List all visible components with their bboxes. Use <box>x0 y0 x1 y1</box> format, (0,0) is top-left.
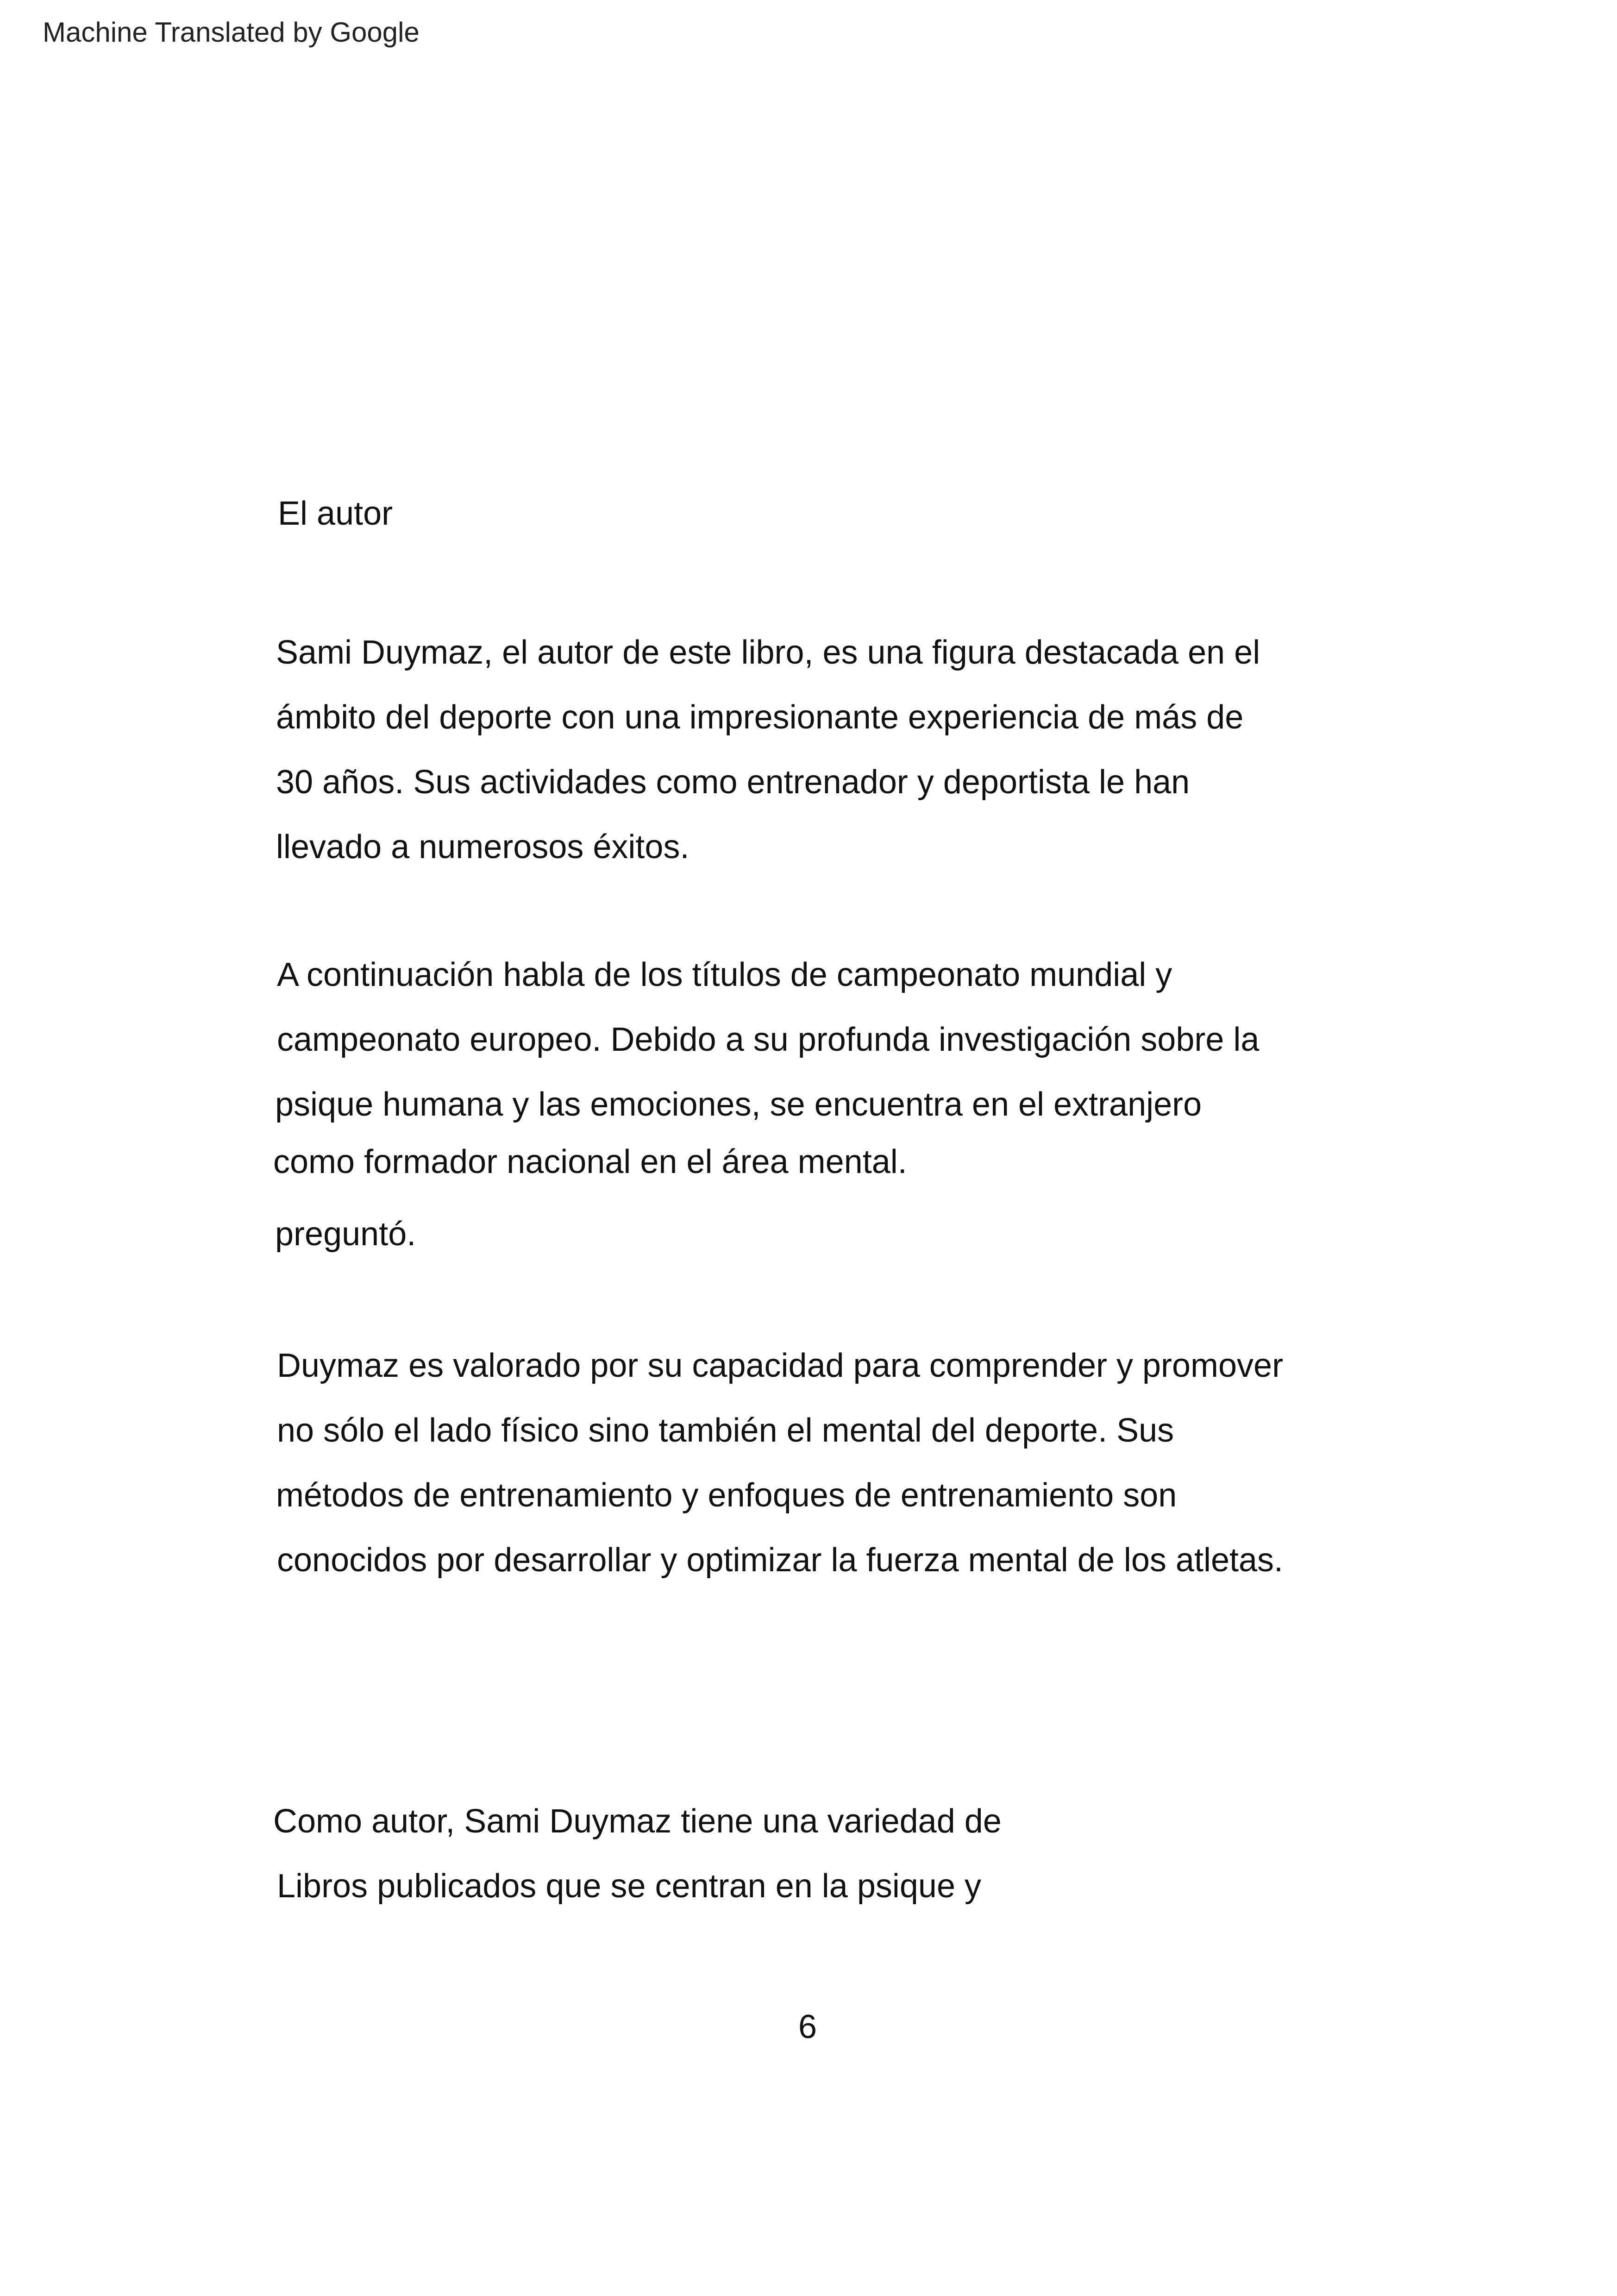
translation-watermark: Machine Translated by Google <box>43 17 420 48</box>
paragraph-line: A continuación habla de los títulos de campeonato mundial y <box>277 956 1172 993</box>
paragraph-line: como formador nacional en el área mental. <box>273 1143 907 1180</box>
page-number: 6 <box>798 2008 817 2045</box>
paragraph-line: preguntó. <box>275 1216 416 1253</box>
paragraph-line: Duymaz es valorado por su capacidad para comprender y promover <box>277 1347 1284 1384</box>
paragraph-line: Libros publicados que se centran en la psique y <box>277 1868 981 1905</box>
paragraph-line: no sólo el lado físico sino también el mental del deporte. Sus <box>277 1412 1174 1449</box>
paragraph-line: Sami Duymaz, el autor de este libro, es una figura destacada en el <box>276 634 1260 671</box>
paragraph-line: 30 años. Sus actividades como entrenador y deportista le han <box>276 764 1190 801</box>
paragraph-line: Como autor, Sami Duymaz tiene una variedad de <box>273 1803 1002 1840</box>
paragraph-line: llevado a numerosos éxitos. <box>276 828 689 866</box>
section-heading: El autor <box>278 495 393 532</box>
paragraph-line: conocidos por desarrollar y optimizar la fuerza mental de los atletas. <box>277 1542 1284 1579</box>
paragraph-line: ámbito del deporte con una impresionante experiencia de más de <box>276 699 1244 736</box>
paragraph-line: campeonato europeo. Debido a su profunda investigación sobre la <box>277 1021 1260 1058</box>
paragraph-line: métodos de entrenamiento y enfoques de entrenamiento son <box>276 1477 1177 1514</box>
paragraph-line: psique humana y las emociones, se encuentra en el extranjero <box>275 1086 1202 1123</box>
